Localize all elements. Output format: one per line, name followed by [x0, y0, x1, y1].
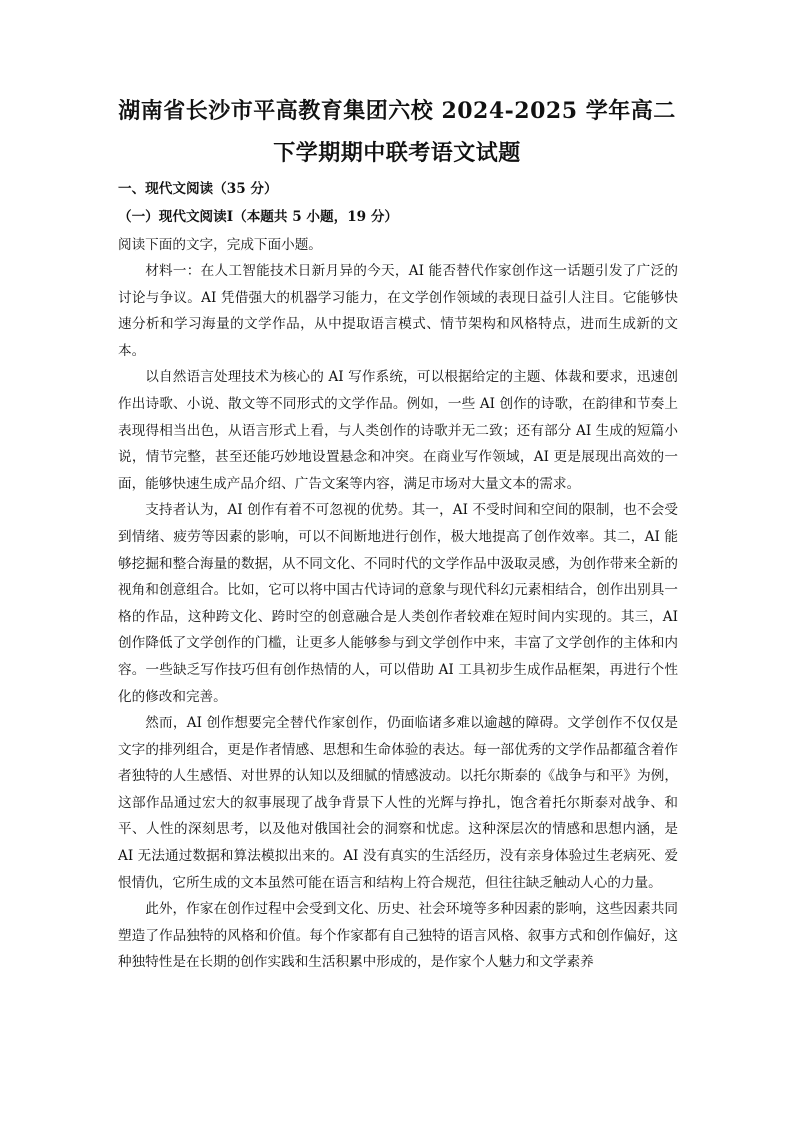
- paragraph-supporters: 支持者认为，AI 创作有着不可忽视的优势。其一，AI 不受时间和空间的限制，也不会受到情绪、疲劳等因素的影响，可以不间断地进行创作，极大地提高了创作效率。其二，AI 能够挖掘和整合海量的数据，从不同文化、不同时代的文学作品中汲取灵感，为创作带来全新的视角和创意组合。比如，它可以将中国古代诗词的意象与现代科幻元素相结合，创作出别具一格的作品，这种跨文化、跨时空的创意融合是人类创作者较难在短时间内实现的。其三，AI 创作降低了文学创作的门槛，让更多人能够参与到文学创作中来，丰富了文学创作的主体和内容。一些缺乏写作技巧但有创作热情的人，可以借助 AI 工具初步生成作品框架，再进行个性化的修改和完善。: [118, 502, 678, 705]
- exam-content: [118, 177, 678, 976]
- exam-title-line-2: 下学期期中联考语文试题: [273, 140, 521, 166]
- paragraph-style-factors: 此外，作家在创作过程中会受到文化、历史、社会环境等多种因素的影响，这些因素共同塑造了作品独特的风格和价值。每个作家都有自己独特的语言风格、叙事方式和创作偏好，这种独特性是在长期的创作实践和生活积累中形成的，是作家个人魅力和文学素养: [118, 901, 678, 971]
- paragraph-material-one: 材料一：在人工智能技术日新月异的今天，AI 能否替代作家创作这一话题引发了广泛的讨论与争议。AI 凭借强大的机器学习能力，在文学创作领域的表现日益引人注目。它能够快速分析和学习海量的文学作品，从中提取语言模式、情节架构和风格特点，进而生成新的文本。: [118, 263, 678, 359]
- subsection-heading: （一）现代文阅读Ⅰ（本题共 5 小题，19 分）: [118, 209, 399, 225]
- section-heading: 一、现代文阅读（35 分）: [118, 181, 278, 197]
- reading-instructions: 阅读下面的文字，完成下面小题。: [118, 237, 322, 253]
- paragraph-ai-writing: 以自然语言处理技术为核心的 AI 写作系统，可以根据给定的主题、体裁和要求，迅速创作出诗歌、小说、散文等不同形式的文学作品。例如，一些 AI 创作的诗歌，在韵律和节奏上表现得相当出色，从语言形式上看，与人类创作的诗歌并无二致；还有部分 AI 生成的短篇小说，情节完整，甚至还能巧妙地设置悬念和冲突。在商业写作领域，AI 更是展现出高效的一面，能够快速生成产品介绍、广告文案等内容，满足市场对大量文本的需求。: [118, 369, 678, 492]
- exam-title-line-1: 湖南省长沙市平高教育集团六校 2024-2025 学年高二: [118, 98, 676, 124]
- paragraph-obstacles: 然而，AI 创作想要完全替代作家创作，仍面临诸多难以逾越的障碍。文学创作不仅仅是文字的排列组合，更是作者情感、思想和生命体验的表达。每一部优秀的文学作品都蕴含着作者独特的人生感悟、对世界的认知以及细腻的情感波动。以托尔斯泰的《战争与和平》为例，这部作品通过宏大的叙事展现了战争背景下人性的光辉与挣扎，饱含着托尔斯泰对战争、和平、人性的深刻思考，以及他对俄国社会的洞察和忧虑。这种深层次的情感和思想内涵，是 AI 无法通过数据和算法模拟出来的。AI 没有真实的生活经历，没有亲身体验过生老病死、爱恨情仇，它所生成的文本虽然可能在语言和结构上符合规范，但往往缺乏触动人心的力量。: [118, 715, 678, 891]
